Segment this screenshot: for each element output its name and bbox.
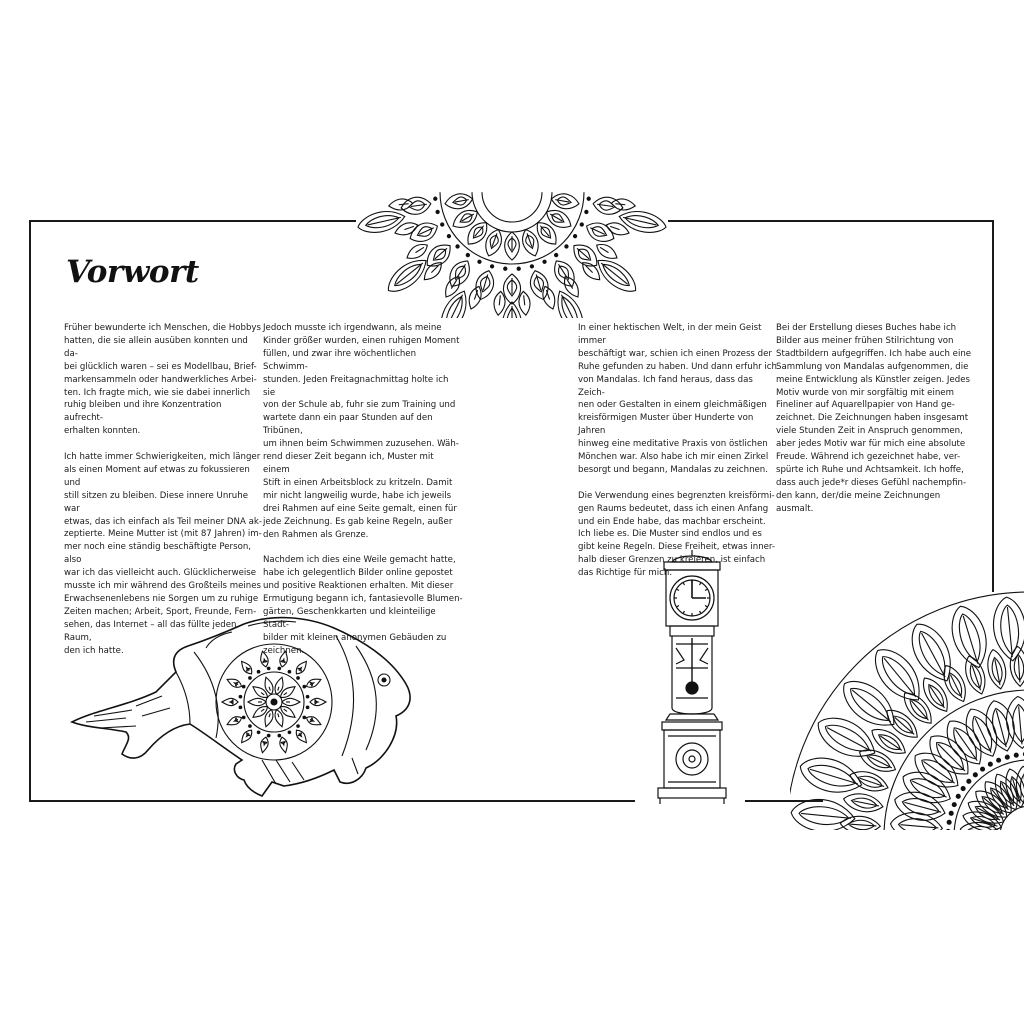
paragraph: Jedoch musste ich irgendwann, als meine Kinder größer wurden, einen ruhigen Moment füllen, und zwar ihre wöchentlichen Schwimm- stunden. Jeden Freitagnachmittag holte ich sie von der Schule ab, fuhr sie zum Training und wartete dann ein paar Stunden auf den Tribünen, um ihnen beim Schwimmen zuzusehen. Wäh- rend dieser Zeit begann ich, Muster mit einem Stift in einen Arbeitsblock zu kritzeln. Damit mir nicht langweilig wurde, habe ich jeweils drei Rahmen auf eine Seite gemalt, einen für jede Zeichnung. Es gab keine Regeln, außer den Rahmen als Grenze. — [263, 323, 460, 540]
frame-top-right — [668, 220, 994, 222]
half-mandala-illustration — [352, 192, 672, 318]
paragraph: Die Verwendung eines begrenzten kreisförmi- gen Raums bedeutet, dass ich einen Anfang und ein Ende habe, das machbar erscheint. Ich liebe es. Die Muster sind endlos und es gibt keine Regeln. Diese Freiheit, etwas inner- halb dieser Grenzen zu kreieren, ist einfach das Richtige für mich. — [578, 490, 776, 579]
frame-left — [29, 220, 31, 802]
frame-top-left — [30, 220, 356, 222]
text-column-4 — [776, 322, 976, 528]
paragraph: In einer hektischen Welt, in der mein Geist immer beschäftigt war, schien ich einen Prozess der Ruhe gefunden zu haben. Und dann erfuhr ich von Mandalas. Ich fand heraus, dass das Zeich- nen oder Gestalten in einem gleichmäßigen kreisförmigen Muster über Hunderte von Jahren hinweg eine meditative Praxis von östlichen Mönchen war. Also habe ich mir einen Zirkel besorgt und begann, Mandalas zu zeichnen. — [578, 323, 777, 475]
frame-right — [992, 220, 994, 592]
paragraph: Früher bewunderte ich Menschen, die Hobbys hatten, die sie allein ausüben konnten und da- bei glücklich waren – sei es Modellbau, Brief- markensammeln oder handwerkliches Arbei- ten. Ich fragte mich, wie sie dabei innerlich ruhig bleiben und ihre Konzentration aufrecht- erhalten konnten. — [64, 323, 261, 437]
page-title: Vorwort — [66, 254, 199, 290]
grandfather-clock-illustration — [632, 548, 752, 804]
fish-mandala-illustration — [66, 610, 426, 800]
frame-bottom-left — [29, 800, 635, 802]
paragraph: Bei der Erstellung dieses Buches habe ich Bilder aus meiner frühen Stilrichtung von Stadtbildern aufgegriffen. Ich habe auch eine Sammlung von Mandalas aufgenommen, die meine Entwicklung als Künstler zeigen. Jedes Motiv wurde von mir sorgfältig mit einem Fineliner auf Aquarellpapier von Hand ge- zeichnet. Die Zeichnungen haben insgesamt viele Stunden Zeit in Anspruch genommen, aber jedes Motiv war für mich eine absolute Freude. Während ich gezeichnet habe, ver- spürte ich Ruhe und Achtsamkeit. Ich hoffe, dass auch jede*r dieses Gefühl nachempfin- den kann, der/die meine Zeichnungen ausmalt. — [776, 323, 972, 514]
paragraph: Nachdem ich dies eine Weile gemacht hatte, habe ich gelegentlich Bilder online gepostet und positive Reaktionen erhalten. Mit dieser Ermutigung begann ich, fantasievolle Blumen- gärten, Geschenkkarten und kleinteilige Stadt- bilder mit kleinen anonymen Gebäuden zu zeichnen. — [263, 555, 463, 656]
paragraph: Ich hatte immer Schwierigkeiten, mich länger als einen Moment auf etwas zu fokussieren und still sitzen zu bleiben. Diese innere Unruhe war etwas, das ich einfach als Teil meiner DNA ak- zeptierte. Meine Mutter ist (mit 87 Jahren) im- mer noch eine ständig beschäftigte Person, also war ich das vielleicht auch. Glücklicherweise musste ich mir während des Großteils meines Erwachsenenlebens nie Sorgen um zu ruhige Zeiten machen; Arbeit, Sport, Freunde, Fern- sehen, das Internet – all das füllte jeden Raum, den ich hatte. — [64, 452, 262, 656]
corner-mandala-illustration — [790, 590, 1024, 834]
